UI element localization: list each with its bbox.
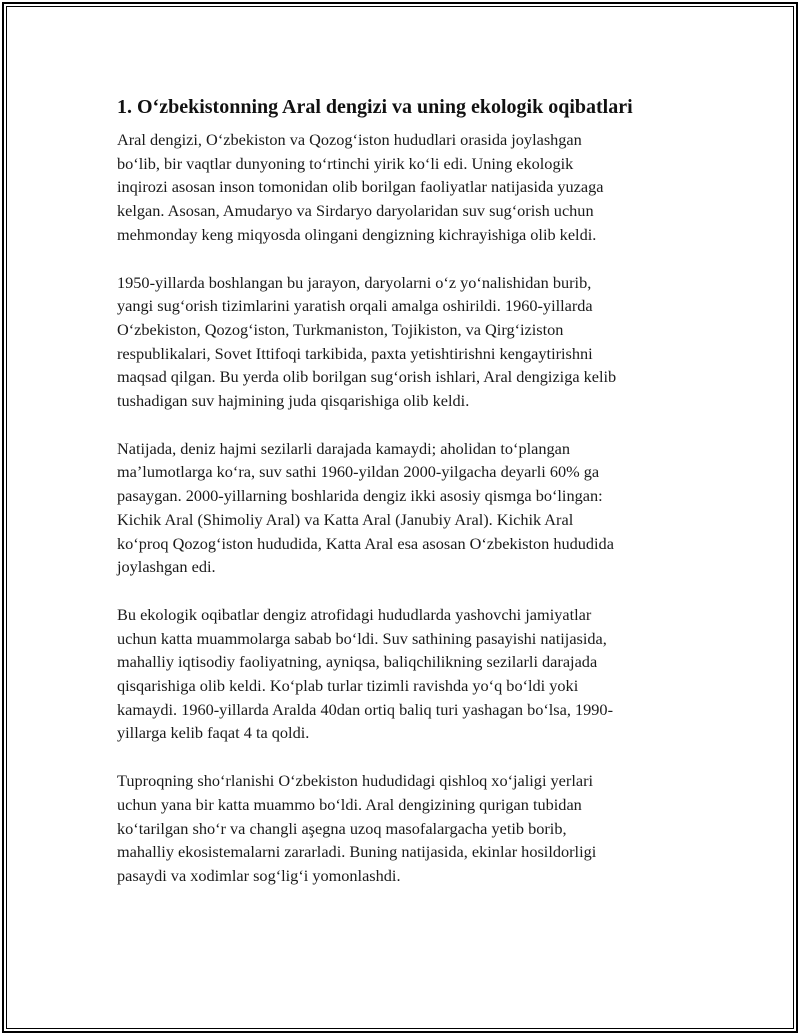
section-title: 1. O‘zbekistonning Aral dengizi va uning ekologik oqibatlari — [117, 96, 633, 118]
paragraph-2: 1950-yillarda boshlangan bu jarayon, daryolarni o‘z yo‘nalishidan burib, yangi sug‘orish tizimlarini yaratish orqali amalga oshirildi. 1960-yillarda O‘zbekiston, Qozog‘iston, Turkmaniston, Tojikiston, va Qirg‘iziston respublikalari, Sovet Ittifoqi tarkibida, paxta yetishtirishni kengaytirishni maqsad qilgan. Bu yerda olib borilgan sug‘orish ishlari, Aral dengiziga kelib tushadigan suv hajmining juda qisqarishiga olib keldi. — [117, 272, 617, 411]
document-body — [117, 92, 697, 912]
paragraph-5: Tuproqning sho‘rlanishi O‘zbekiston hududidagi qishloq xo‘jaligi yerlari uchun yana bir katta muammo bo‘ldi. Aral dengizining qurigan tubidan ko‘tarilgan sho‘r va changli aşegna uzoq masofalargacha yetib borib, mahalliy ekosistemalarni zararladi. Buning natijasida, ekinlar hosildorligi pasaydi va xodimlar sog‘lig‘i yomonlashdi. — [117, 771, 597, 885]
paragraph-3: Natijada, deniz hajmi sezilarli darajada kamaydi; aholidan to‘plangan ma’lumotlarga ko‘ra, suv sathi 1960-yildan 2000-yilgacha deyarli 60% ga pasaygan. 2000-yillarning boshlarida dengiz ikki asosiy qismga bo‘lingan: Kichik Aral (Shimoliy Aral) va Katta Aral (Janubiy Aral). Kichik Aral ko‘proq Qozog‘iston hududida, Katta Aral esa asosan O‘zbekiston hududida joylashgan edi. — [117, 438, 614, 577]
paragraph-4: Bu ekologik oqibatlar dengiz atrofidagi hududlarda yashovchi jamiyatlar uchun katta muammolarga sabab bo‘ldi. Suv sathining pasayishi natijasida, mahalliy iqtisodiy faoliyatning, ayniqsa, baliqchilikning sezilarli darajada qisqarishiga olib keldi. Ko‘plab turlar tizimli ravishda yo‘q bo‘ldi yoki kamaydi. 1960-yillarda Aralda 40dan ortiq baliq turi yashagan bo‘lsa, 1990- yillarga kelib faqat 4 ta qoldi. — [117, 604, 613, 743]
paragraph-1: Aral dengizi, O‘zbekiston va Qozog‘iston hududlari orasida joylashgan bo‘lib, bir vaqtlar dunyoning to‘rtinchi yirik ko‘li edi. Uning ekologik inqirozi asosan inson tomonidan olib borilgan faoliyatlar natijasida yuzaga kelgan. Asosan, Amudaryo va Sirdaryo daryolaridan suv sug‘orish uchun mehmonday keng miqyosda olingani dengizning kichrayishiga olib keldi. — [117, 130, 604, 244]
